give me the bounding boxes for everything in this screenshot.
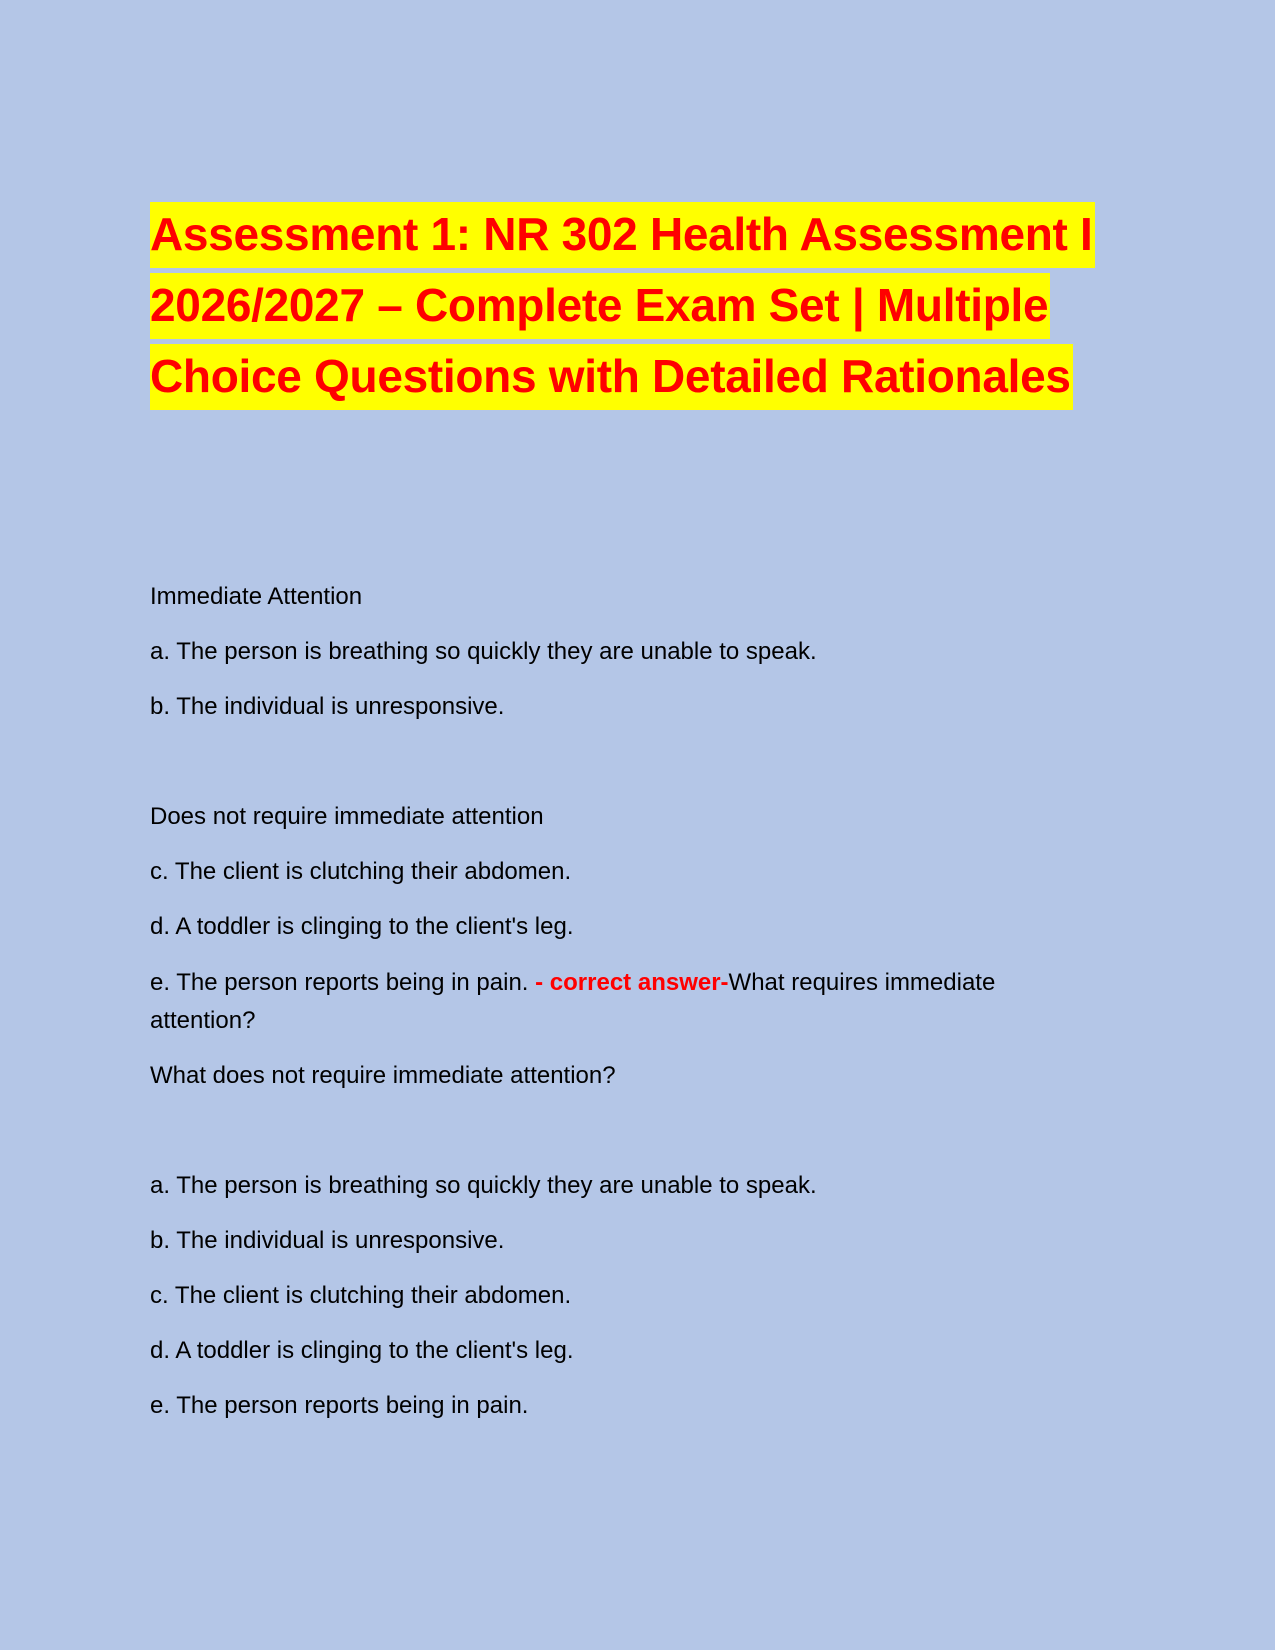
section1-item-b: b. The individual is unresponsive. bbox=[150, 693, 505, 720]
title-line-2: 2026/2027 – Complete Exam Set | Multiple bbox=[150, 273, 1050, 339]
option-d: d. A toddler is clinging to the client's leg. bbox=[150, 1337, 574, 1364]
section1-item-a: a. The person is breathing so quickly they are unable to speak. bbox=[150, 638, 817, 665]
option-b: b. The individual is unresponsive. bbox=[150, 1227, 505, 1254]
title-line-3: Choice Questions with Detailed Rationales bbox=[150, 344, 1073, 410]
correct-answer-marker: - correct answer- bbox=[535, 969, 729, 996]
section2-item-d: d. A toddler is clinging to the client's leg. bbox=[150, 913, 574, 940]
answer-line-suffix: What requires immediate attention? bbox=[150, 969, 996, 1034]
section-heading-not-immediate: Does not require immediate attention bbox=[150, 803, 544, 830]
question-2: What does not require immediate attention? bbox=[150, 1062, 616, 1089]
section-heading-immediate: Immediate Attention bbox=[150, 583, 363, 610]
answer-line bbox=[150, 964, 1100, 1040]
option-c: c. The client is clutching their abdomen. bbox=[150, 1282, 572, 1309]
document-title bbox=[150, 202, 1150, 415]
option-a: a. The person is breathing so quickly they are unable to speak. bbox=[150, 1172, 817, 1199]
answer-line-prefix: e. The person reports being in pain. bbox=[150, 969, 536, 996]
option-e: e. The person reports being in pain. bbox=[150, 1392, 529, 1419]
section2-item-c: c. The client is clutching their abdomen. bbox=[150, 858, 572, 885]
title-line-1: Assessment 1: NR 302 Health Assessment I bbox=[150, 202, 1095, 268]
